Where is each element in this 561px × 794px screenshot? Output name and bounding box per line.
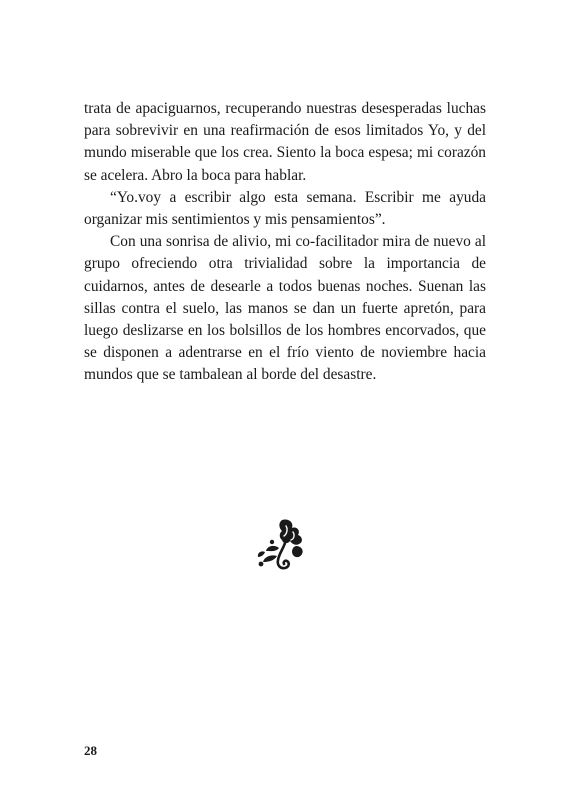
body-text <box>84 98 486 387</box>
fleuron-leaf-left-lower <box>263 555 277 562</box>
paragraph-2: “Yo.voy a escribir algo esta semana. Escribir me ayuda organizar mis sentimientos y mis pensamientos”. <box>84 188 486 229</box>
fleuron-stem <box>278 543 289 568</box>
fleuron-dot-1 <box>259 562 264 567</box>
paragraph-3: Con una sonrisa de alivio, mi co-facilitador mira de nuevo al grupo ofreciendo otra trivialidad sobre la importancia de cuidarnos, antes de desearle a todos buenas noches. Suenan las sillas contra el suelo, las manos se dan un fuerte apretón, para luego deslizarse en los bolsillos de los hombres encorvados, que se disponen a adentrarse en el frío viento de noviembre hacia mundos que se tambalean al borde del desastre. <box>84 233 486 384</box>
fleuron-petal-top <box>279 519 302 544</box>
fleuron-svg <box>252 516 308 572</box>
paragraph-1: trata de apaciguarnos, recuperando nuestras desesperadas luchas para sobrevivir en una reafirmación de esos limitados Yo, y del mundo miserable que los crea. Siento la boca espesa; mi corazón se acelera. Abro la boca para hablar. <box>84 100 486 184</box>
fleuron-leaf-left-upper <box>266 546 279 551</box>
fleuron-leaf-small <box>258 551 265 557</box>
page-number: 28 <box>84 743 97 758</box>
fleuron-petal-right <box>292 546 303 557</box>
floral-fleuron-icon <box>252 516 308 572</box>
fleuron-dot-2 <box>270 540 274 544</box>
